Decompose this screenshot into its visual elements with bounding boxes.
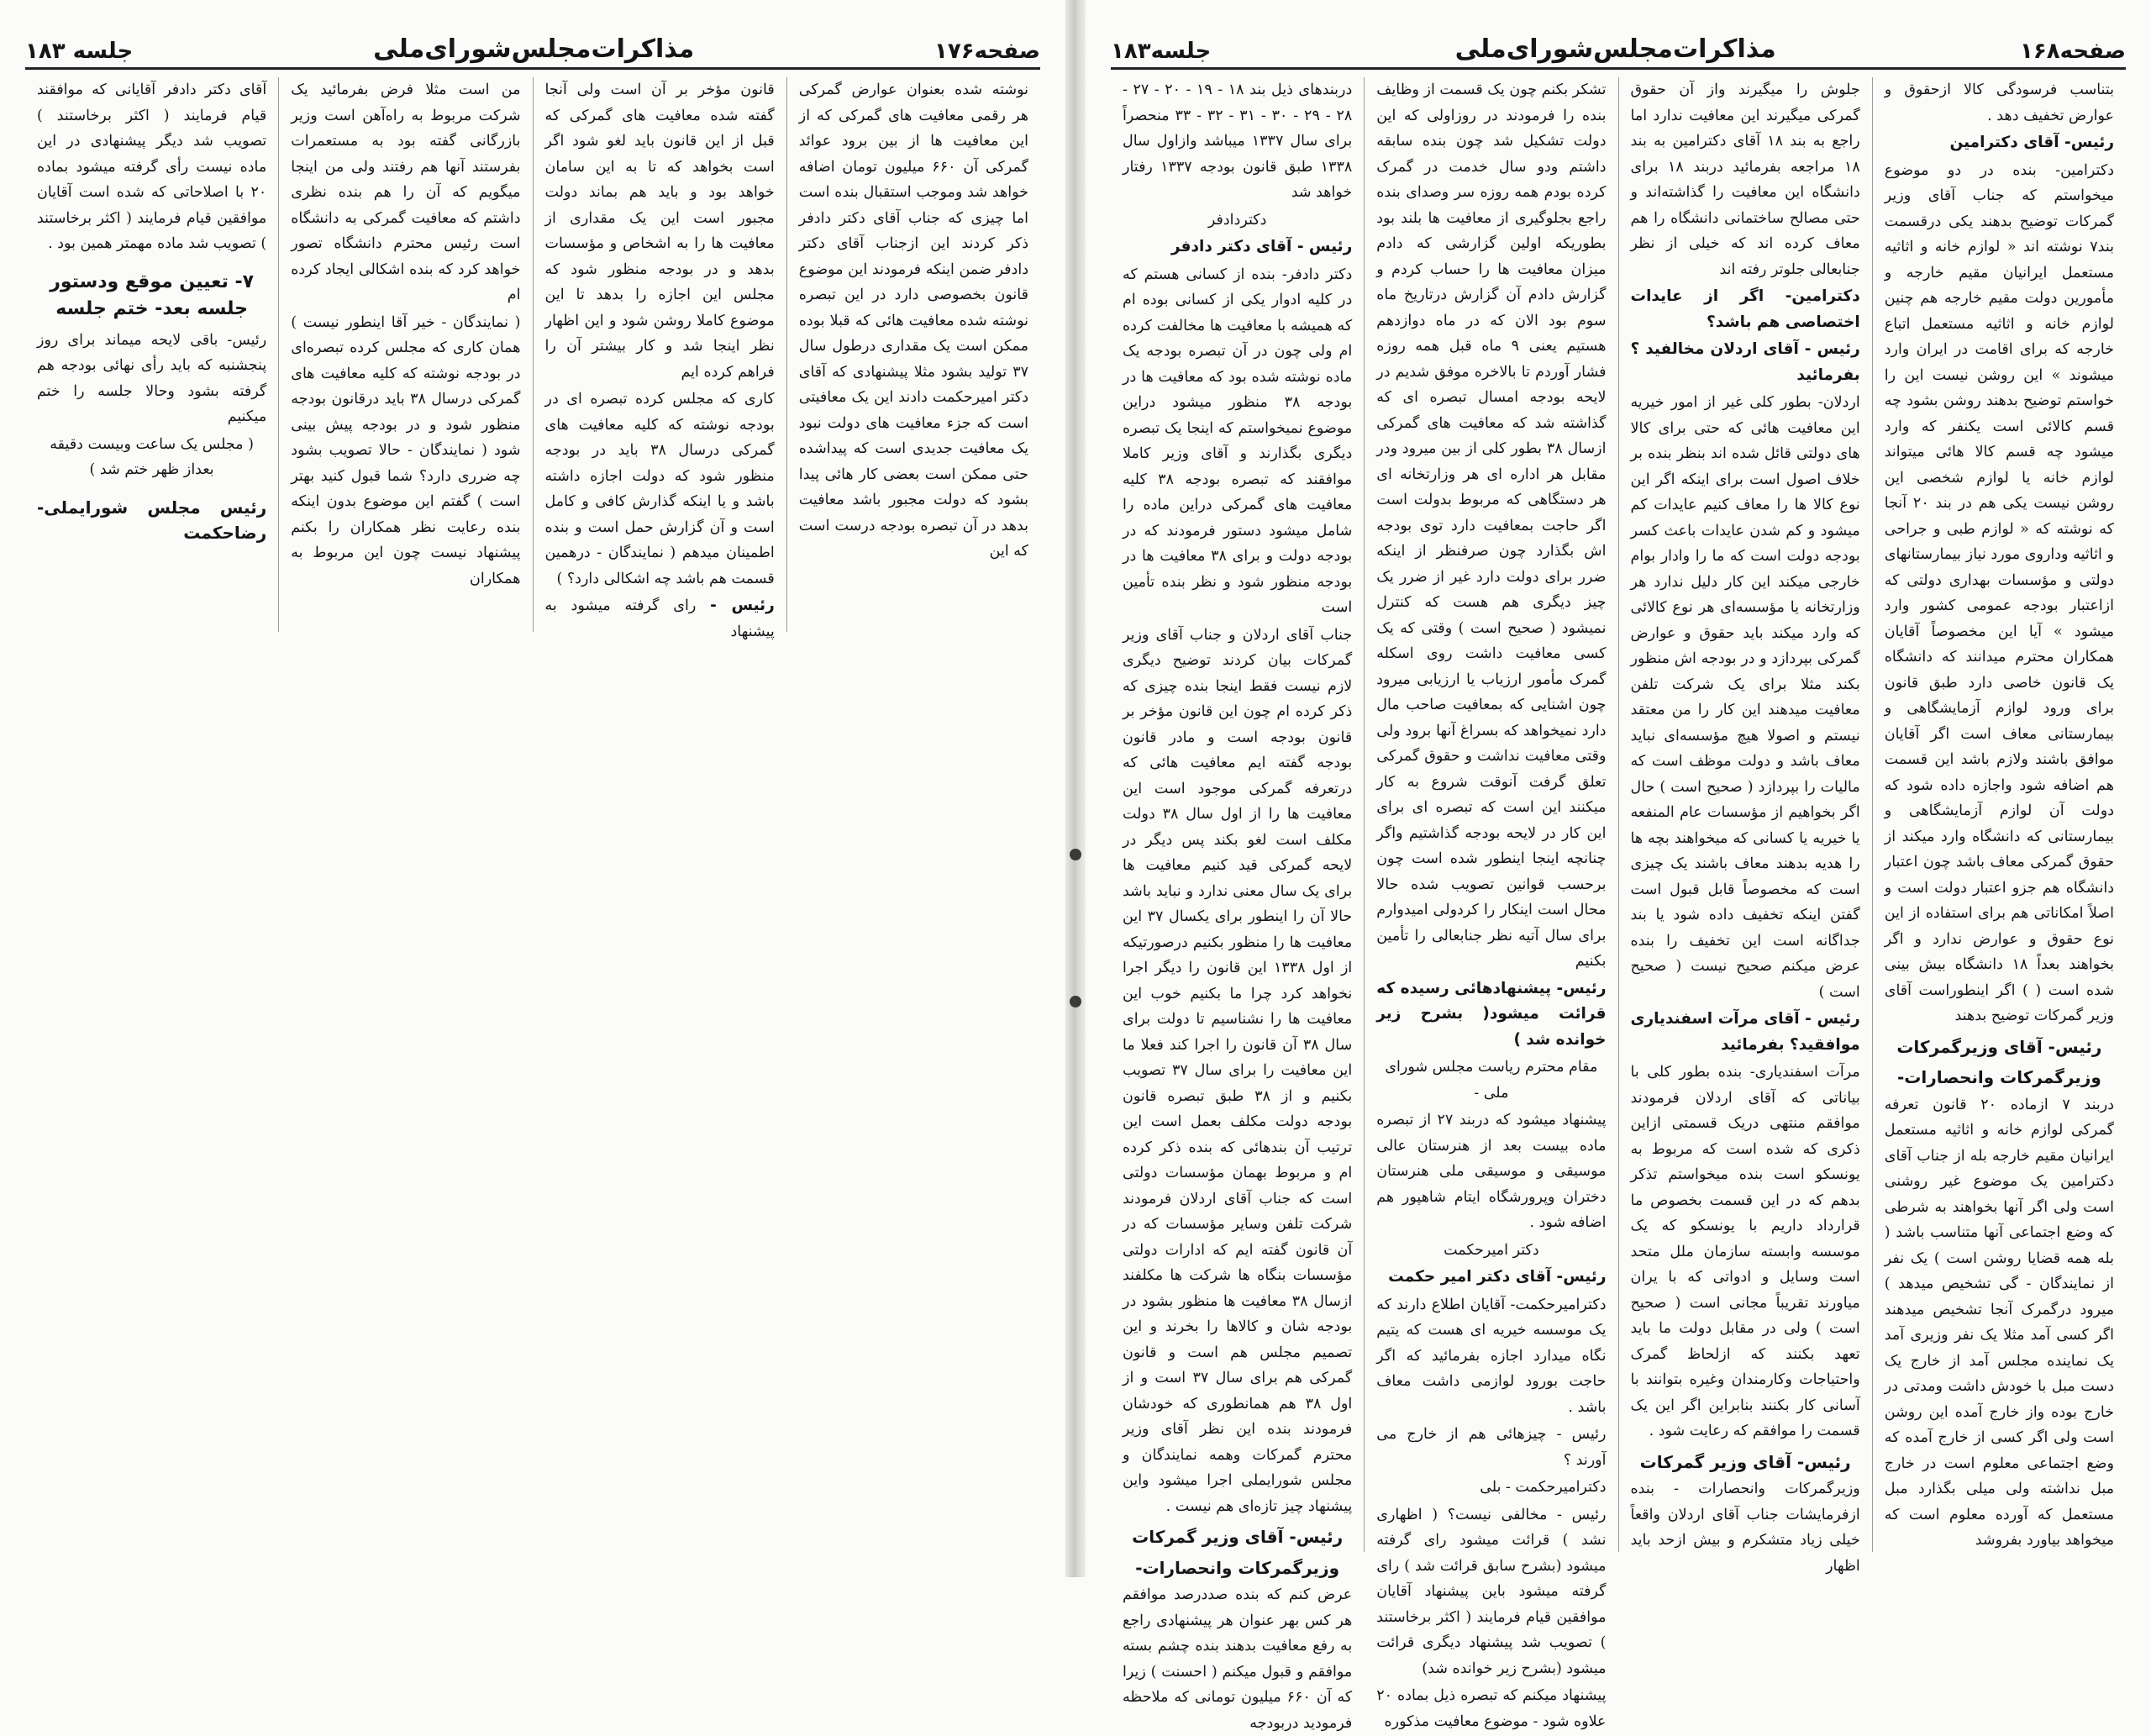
right-column-1: [1872, 77, 2126, 1552]
adjournment-note: ( مجلس یک ساعت وبیست دقیقه بعداز ظهر ختم شد ): [50, 435, 254, 478]
speaker-line: رئیس- آقای دکتر امیر حکمت: [1388, 1268, 1607, 1286]
closing-signature: رئیس مجلس شورایملی-رضاحکمت: [37, 497, 267, 543]
paragraph: دربندهای ذیل بند ۱۸ - ۱۹ - ۲۰ - ۲۷ - ۲۸ - ۲۹ - ۳۰ - ۳۱ - ۳۲ - ۳۳ منحصراً برای سال ۱۳۳۷ میباشد وازاول سال ۱۳۳۸ طبق قانون بودجه ۱۳۳۷ رفتار خواهد شد: [1123, 82, 1353, 201]
speaker-line: رئیس - آقای مرآت اسفندیاری موافقید؟ بفرمائید: [1630, 1010, 1860, 1054]
speaker-heading: وزیرگمرکات وانحصارات-: [1135, 1557, 1340, 1578]
binding-hole: [1070, 996, 1081, 1007]
paragraph: رئیس - مخالفی نیست؟ ( اظهاری نشد ) قرائت میشود رای گرفته میشود (بشرح سابق قرائت شد ) رای گرفته میشود باین پیشنهاد آقایان موافقین قیام فرمایند ( اکثر برخاستند ) تصویب شد پیشنهاد دیگری قرائت میشود (بشرح زیر خوانده شد): [1376, 1506, 1607, 1677]
paragraph: اردلان- بطور کلی غیر از امور خیریه این معافیت هائی که حتی برای کالا های دولتی قائل شده اند بنظر بنده بر خلاف اصول است برای اینکه اگر این نوع کالا ها را معاف کنیم عایدات کم میشود و کم شدن عایدات باعث کسر بودجه دولت است که ما را وادار بوام خارجی میکند این کار دلیل ندارد هر وزارتخانه یا مؤسسه‌ای هر نوع کالائی که وارد میکند باید حقوق و عوارض گمرکی بپردازد و در بودجه اش منظور بکند مثلا برای یک شرکت تلفن معافیت میدهند این کار را من معتقد نیستم و اصولا هیچ مؤسسه‌ای نباید معاف باشد و دولت موظف است که مالیات را بپردازد ( صحیح است ) حال اگر بخواهیم از مؤسسات عام المنفعه یا خیریه یا کسانی که میخواهند بچه ها را هدیه بدهند معاف باشند یک چیزی است که مخصوصاً قابل قبول است گفتن اینکه تخفیف داده شود یا بند جداگانه است این تخفیف را بنده عرض میکنم صحیح نیست ( صحیح است ): [1630, 394, 1860, 1001]
right-page-columns: [1111, 77, 2126, 1732]
left-column-3: [278, 77, 532, 632]
left-page: [0, 0, 1065, 1577]
paragraph: عرض کنم که بنده صددرصد موافقم هر کس بهر عنوان هر پیشنهادی راجع به رفع معافیت بدهند بنده چشم بسته موافقم و قبول میکنم ( احسنت ) زیرا که آن ۶۶۰ میلیون تومانی که ملاحظه فرمودید دربودجه: [1123, 1586, 1353, 1732]
speaker-line: دکترامین- اگر از عایدات اختصاصی هم باشد؟: [1630, 287, 1860, 331]
letter-salutation: مقام محترم ریاست مجلس شورای ملی -: [1385, 1059, 1598, 1102]
speaker-text: رای گرفته میشود به پیشنهاد: [544, 597, 775, 640]
left-column-1: [786, 77, 1040, 632]
right-column-2: [1618, 77, 1872, 1575]
section-heading: ۷- تعیین موقع ودستور جلسه بعد- ختم جلسه: [50, 271, 255, 319]
right-column-4: [1111, 77, 1364, 1732]
left-page-header: [25, 25, 1040, 70]
speaker-name: رئیس -: [710, 597, 775, 614]
paragraph: دکترامین- بنده در دو موضوع میخواستم که جناب آقای وزیر گمرکات توضیح بدهند یکی درقسمت بند۷ نوشته اند « لوازم خانه و اثاثیه مستعمل ایرانیان مقیم خارجه و مأمورین دولت مقیم خارجه هم چنین لوازم خانه و اثاثیه مستعمل اتباع خارجه که برای اقامت در ایران وارد میشوند » این روشن نیست این را خواستم توضیح بدهند روشن بشود چه قسم کالائی است یکنفر که وارد میشود چه قسم کالا هائی میتواند لوازم خانه یا لوازم شخصی این روشن نیست یکی هم در بند ۲۰ آنجا که نوشته که « لوازم طبی و جراحی و اثاثیه وداروی مورد نیاز بیمارستانهای دولتی و مؤسسات بهداری دولتی که ازاعتبار بودجه عمومی کشور وارد میشود » آیا این مخصوصاً آقایان همکاران محترم میدانند که دانشگاه یک قانون خاصی دارد طبق قانون برای ورود لوازم آزمایشگاهی و بیمارستانی معاف است اگر آقایان موافق باشند ولازم باشد این قسمت هم اضافه شود واجازه داده شود که دولت آن لوازم آزمایشگاهی و بیمارستانی که دانشگاه وارد میکند از حقوق گمرکی معاف باشد چون اعتبار دانشگاه هم جزو اعتبار دولت است و اصلاً امکاناتی هم برای استفاده از این نوع حقوق و عوارض ندارد و اگر بخواهند بعداً ۱۸ دانشگاه بیش بینی شده است ( ) اگر اینطوراست آقای وزیر گمرکات توضیح بدهند: [1884, 161, 2114, 1024]
left-page-columns: [25, 77, 1040, 1552]
speaker-heading: وزیرگمرکات وانحصارات-: [1896, 1067, 2101, 1087]
speaker-heading: رئیس- آقای وزیر گمرکات: [1132, 1527, 1344, 1547]
speaker-line: رئیس - آقای اردلان مخالفید ؟ بفرمائید: [1630, 340, 1860, 384]
paragraph: قانون مؤخر بر آن است ولی آنجا گفته شده معافیت های گمرکی که قبل از این قانون باید لغو شود اگر است بخواهد که تا به این سامان خواهد بود و باید هم بماند دولت مجبور است این یک مقداری از معافیت ها را به اشخاص و مؤسسات بدهد و در بودجه منظور شود که مجلس این اجازه را بدهد تا این موضوع کاملا روشن شود و این اظهار نظر اینجا شد و کار بیشتر آن را فراهم کرده ایم: [544, 82, 775, 381]
paragraph: دکتر دادفر- بنده از کسانی هستم که در کلیه ادوار یکی از کسانی بوده ام که همیشه با معافیت ها مخالفت کرده ام ولی چون در آن تبصره بودجه یک ماده نوشته شده بود که معافیت ها در بودجه ۳۸ منظور میشود دراین موضوع نمیخواستم که اینجا یک تبصره دیگری بگذارند و آقای وزیر کاملا موافقند که تبصره بودجه ۳۸ کلیه معافیت های گمرکی دراین ماده را شامل میشود دستور فرمودند که در بودجه دولت و برای ۳۸ معافیت ها در بودجه منظور شود و نظر بنده تأمین است: [1123, 266, 1353, 616]
right-page: [1086, 0, 2151, 1732]
paragraph: رئیس - چیزهائی هم از خارج می آورند ؟: [1376, 1426, 1607, 1469]
paragraph: تشکر بکنم چون یک قسمت از وظایف بنده را فرمودند در روزاولی که این دولت تشکیل شد چون بنده سابقه داشتم ودو سال خدمت در گمرک کرده بودم همه روزه سر وصدای بنده راجع بجلوگیری از معافیت ها بلند بود بطوریکه اولین گزارشی که دادم میزان معافیت ها را حساب کردم و گزارش دادم آن گزارش درتاریخ ماه سوم بود الان که در ماه دوازدهم هستیم یعنی ۹ ماه قبل همه روزه فشار آوردم تا بالاخره موفق شدیم در لایحه بودجه امسال تبصره ای که گذاشته شد که معافیت های گمرکی ازسال ۳۸ بطور کلی از بین میرود ودر مقابل هر اداره ای هر وزارتخانه ای هر دستگاهی که مربوط بدولت است اگر حاجت بمعافیت دارد توی بودجه اش بگذارد چون صرفنظر از اینکه ضرر برای دولت دارد غیر از ضرر یک چیز دیگری هم هست که کنترل نمیشود ( صحیح است ) وقتی که یک کسی معافیت داشت روی اسکله گمرک مأمور ارزیاب یا ارزیابی میرود چون اشنایی که بمعافیت صاحب مال دارد نمیخواهد که بسراغ آنها برود ولی وقتی معافیت نداشت و حقوق گمرکی تعلق گرفت آنوقت شروع به کار میکنند این است که تبصره ای برای این کار در لایحه بودجه گذاشتیم واگر چنانچه اینجا اینطور شده است چون برحسب قوانین تصویب شده حالا محال است اینکار را کردولی امیدوارم برای سال آتیه نظر جنابعالی را تأمین بکنیم: [1376, 82, 1607, 970]
publication-title: مذاکرات‌مجلس‌شورای‌ملی: [373, 34, 695, 64]
speaker-line: [545, 593, 775, 644]
paragraph: جناب آقای اردلان و جناب آقای وزیر گمرکات بیان کردند توضیح دیگری لازم نیست فقط اینجا بنده چیزی که ذکر کرده ام چون این قانون مؤخر بر قانون بودجه است و مادر قانون بودجه گفته ایم معافیت هائی که درتعرفه گمرکی موجود است این معافیت ها را از اول سال ۳۸ دولت مکلف است لغو بکند پس دیگر در لایحه گمرکی قید کنیم معافیت ها برای یک سال معنی ندارد و نباید باشد حالا آن را اینطور برای یکسال ۳۷ این معافیت ها را منظور بکنیم درصورتیکه از اول ۱۳۳۸ این قانون را دیگر اجرا نخواهد کرد چرا ما بکنیم خوب این معافیت ها را نشناسیم تا دولت برای سال ۳۸ آن قانون را اجرا کند فعلا ما این معافیت را برای سال ۳۷ تصویب بکنیم و از ۳۸ طبق تبصره قانون بودجه دولت مکلف بعمل است این ترتیب آن بندهائی که بنده ذکر کرده ام و مربوط بهمان مؤسسات دولتی است که جناب آقای اردلان فرمودند شرکت تلفن وسایر مؤسسات که در آن قانون گفته ایم که ادارات دولتی مؤسسات بنگاه ها شرکت ها مکلفند ازسال ۳۸ معافیت ها منظور بشود در بودجه شان و کالاها را بخرند و این تصمیم مجلس هم است و قانون گمرکی هم برای سال ۳۷ است و از اول ۳۸ هم همانطوری که خودشان فرمودند بنده این نظر آقای وزیر محترم گمرکات وهمه نمایندگان و مجلس شورایملی اجرا میشود واین پیشنهاد چیز تازه‌ای هم نیست .: [1123, 626, 1353, 1515]
paragraph: وزیرگمرکات وانحصارات - بنده ازفرمایشات جناب آقای اردلان واقعاً خیلی زیاد متشکرم و بیش ازحد باید اظهار: [1630, 1481, 1860, 1575]
page-number: صفحه۱۷۶: [934, 39, 1040, 64]
speaker-line: رئیس- پیشنهادهائی رسیده که قرائت میشود( بشرح زیر خوانده شد ): [1376, 979, 1607, 1049]
signature: دکتر امیرحکمت: [1444, 1241, 1539, 1259]
right-column-3: [1364, 77, 1617, 1730]
left-short-columns: [25, 77, 1040, 1552]
speaker-line: رئیس - آقای دکتر دادفر: [1170, 238, 1353, 255]
paragraph: نوشته شده بعنوان عوارض گمرکی هر رقمی معافیت های گمرکی که از این معافیت ها از بین برود عوائد گمرکی آن ۶۶۰ میلیون تومان اضافه خواهد شد وموجب استقبال بنده است اما چیزی که جناب آقای دکتر دادفر ذکر کردند این ازجناب آقای دکتر دادفر ضمن اینکه فرمودند این موضوع قانون بخصوصی دارد در این تبصره نوشته شده معافیت هائی که قبلا بوده ممکن است یک مقداری درطول سال ۳۷ تولید بشود مثلا پیشنهادی که آقای دکتر امیرحکمت دادند این یک معافیتی است که جزء معافیت های دولت نبود یک معافیت جدیدی است که پیداشده حتی ممکن است بعضی کار هائی پیدا بشود که دولت مجبور باشد معافیت بدهد در آن تبصره بودجه درست است که این: [798, 82, 1028, 560]
paragraph: دکترامیرحکمت- آقایان اطلاع دارند که یک موسسه خیریه ای هست که یتیم نگاه میدارد اجازه بفرمائید که اگر حاجت بورود لوازمی داشت معاف باشد .: [1376, 1296, 1607, 1416]
binding-hole: [1070, 849, 1081, 860]
paragraph: دکترامیرحکمت - بلی: [1480, 1479, 1607, 1496]
paragraph: مرآت اسفندیاری- بنده بطور کلی با بیاناتی که آقای اردلان فرمودند موافقم منتهی دریک قسمتی ازاین ذکری که شده است که مربوط به یونسکو است بنده میخواستم تذکر بدهم که در این قسمت بخصوص ما قرارداد داریم با یونسکو که یک موسسه وابسته سازمان ملل متحد است وسایل و ادواتی که با یران میاورند تقریباً مجانی است ( صحیح است ) ولی در مقابل دولت ما باید تعهد بکنند که ازلحاظ گمرک واحتیاجات وکارمندان وغیره بتوانند با آسانی کار بکنند بنابراین اگر این یک قسمت را موافقم که رعایت شود .: [1630, 1064, 1860, 1439]
paragraph: رئیس- باقی لایحه میماند برای روز پنجشنبه که باید رأی نهائی بودجه هم گرفته بشود وحالا جلسه را ختم میکنیم: [37, 331, 267, 425]
paragraph: بتناسب فرسودگی کالا ازحقوق و عوارض تخفیف دهد .: [1884, 82, 2114, 124]
left-column-2: [533, 77, 786, 640]
publication-title: مذاکرات‌مجلس‌شورای‌ملی: [1454, 34, 1776, 64]
right-page-header: [1111, 25, 2126, 70]
session-number: جلسه۱۸۳: [1111, 39, 1212, 64]
speaker-line: رئیس- آقای دکترامین: [1949, 134, 2114, 151]
page-gutter: [1065, 0, 1086, 1577]
signature: دکتردادفر: [1207, 211, 1267, 229]
paragraph: جلوش را میگیرند واز آن حقوق گمرکی میگیرند این معافیت ندارد اما راجع به بند ۱۸ آقای دکترامین به بند ۱۸ مراجعه بفرمائید دربند ۱۸ برای دانشگاه این معافیت را گذاشته‌اند و حتی مصالح ساختمانی دانشگاه را هم معاف کرده اند که خیلی از نظر جنابعالی جلوتر رفته اند: [1630, 82, 1860, 278]
page-number: صفحه۱۶۸: [2020, 39, 2126, 64]
left-column-4: [25, 77, 278, 632]
paragraph: ( نمایندگان - خیر آقا اینطور نیست ) همان کاری که مجلس کرده تبصره‌ای در بودجه نوشته که کلیه معافیت های گمرکی درسال ۳۸ باید درقانون بودجه منظور شود و در بودجه پیش بینی شود ( نمایندگان - حالا تصویب بشود چه ضرری دارد؟ شما قبول کنید بهتر است ) گفتم این موضوع بدون اینکه بنده رعایت نظر همکاران را بکنم پیشنهاد نیست چون این مربوط به همکاران: [291, 313, 521, 587]
speaker-heading: رئیس- آقای وزیرگمرکات: [1896, 1036, 2102, 1057]
paragraph: آقای دکتر دادفر آقایانی که موافقند قیام فرمایند ( اکثر برخاستند ) تصویب شد دیگر پیشنهادی در این ماده نیست رأی گرفته میشود بماده ۲۰ با اصلاحاتی که شده است آقایان موافقین قیام فرمایند ( اکثر برخاستند ) تصویب شد ماده مهمتر همین بود .: [37, 82, 267, 252]
paragraph: دربند ۷ ازماده ۲۰ قانون تعرفه گمرکی لوازم خانه و اثاثیه مستعمل ایرانیان مقیم خارجه بله از جناب آقای دکترامین یک موضوع غیر روشنی است ولی اگر آنها بخواهند به شرطی که وضع اجتماعی آنها متناسب باشد ( بله همه قضایا روشن است ) یک نفر از نمایندگان - گی تشخیص میدهد ) میرود درگمرک آنجا تشخیص میدهند اگر کسی آمد مثلا یک نفر وزیری آمد یک نماینده مجلس آمد از خارج یک دست مبل با خودش داشت ومدتی در خارج بوده واز خارج آمده این روشن است ولی اگر کسی از خارج آمده که وضع اجتماعی معلوم است در خارج مبل نداشته ولی میلی بگذارد مبل مستعمل که آورده معلوم است که میخواهد بیاورد بفروشد: [1884, 1096, 2114, 1549]
paragraph: کاری که مجلس کرده تبصره ای در بودجه نوشته که کلیه معافیت های گمرکی درسال ۳۸ باید در بودجه منظور شود که دولت اجازه داشته باشد و یا اینکه گذارش کافی و کامل است و آن گزارش حمل است و بنده اطمینان میدهم ( نمایندگان - درهمین قسمت هم باشد چه اشکالی دارد؟ ): [544, 391, 775, 587]
speaker-heading: رئیس- آقای وزیر گمرکات: [1639, 1451, 1851, 1472]
paragraph: پیشنهاد میکنم که تبصره ذیل بماده ۲۰ علاوه شود - موضوع معافیت مذکوره: [1376, 1687, 1607, 1730]
session-number: جلسه ۱۸۳: [25, 39, 134, 64]
paragraph: من است مثلا فرض بفرمائید یک شرکت مربوط به راه‌آهن است وزیر بازرگانی گفته بود به مستعمرات بفرستند آنها هم رفتند ولی من اینجا میگویم که آن را هم بنده ‌نظری داشتم که معافیت گمرکی به دانشگاه است رئیس محترم دانشگاه تصور خواهد کرد که بنده اشکالی ایجاد کرده ام: [291, 82, 521, 303]
paragraph: پیشنهاد میشود که دربند ۲۷ از تبصره ماده بیست بعد از هنرستان عالی موسیقی و موسیقی ملی هنرستان دختران وپرورشگاه ایتام شاهپور هم اضافه شود .: [1376, 1112, 1607, 1231]
